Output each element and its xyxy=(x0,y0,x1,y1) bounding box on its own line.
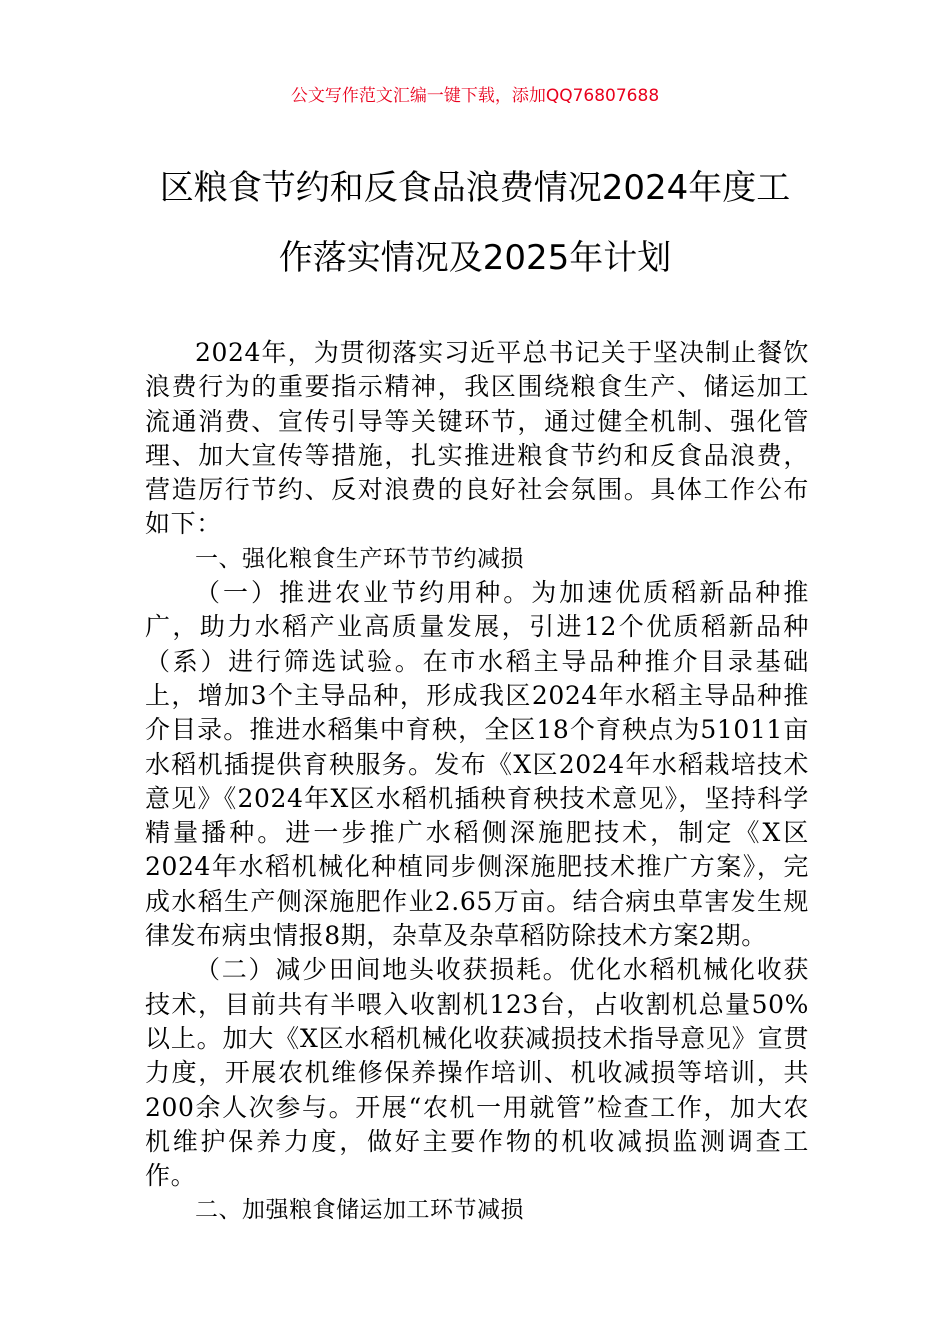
document-body xyxy=(145,336,809,1228)
document-title-line-1: 区粮食节约和反食品浪费情况2024年度工 xyxy=(159,168,791,208)
section-1-heading: 一、强化粮食生产环节节约减损 xyxy=(195,545,524,572)
watermark-banner: 公文写作范文汇编一键下载，添加QQ76807688 xyxy=(290,86,660,106)
document-title-line-2: 作落实情况及2025年计划 xyxy=(278,238,672,278)
section-1-item-1-paragraph: （一）推进农业节约用种。为加速优质稻新品种推广，助力水稻产业高质量发展，引进12个优质稻新品种（系）进行筛选试验。在市水稻主导品种推介目录基础上，增加3个主导品种，形成我区2024年水稻主导品种推介目录。推进水稻集中育秧，全区18个育秧点为51011亩水稻机插提供育秧服务。发布《X区2024年水稻栽培技术意见》《2024年X区水稻机插秧育秧技术意见》，坚持科学精量播种。进一步推广水稻侧深施肥技术，制定《X区2024年水稻机械化种植同步侧深施肥技术推广方案》，完成水稻生产侧深施肥作业2.65万亩。结合病虫草害发生规律发布病虫情报8期，杂草及杂草稻防除技术方案2期。 xyxy=(145,578,809,951)
document-title xyxy=(140,153,810,293)
section-1-item-2-paragraph: （二）减少田间地头收获损耗。优化水稻机械化收获技术，目前共有半喂入收割机123台，占收割机总量50%以上。加大《X区水稻机械化收获减损技术指导意见》宣贯力度，开展农机维修保养操作培训、机收减损等培训，共200余人次参与。开展“农机一用就管”检查工作，加大农机维护保养力度，做好主要作物的机收减损监测调查工作。 xyxy=(145,955,809,1191)
section-2-heading: 二、加强粮食储运加工环节减损 xyxy=(195,1197,524,1224)
intro-paragraph: 2024年，为贯彻落实习近平总书记关于坚决制止餐饮浪费行为的重要指示精神，我区围绕粮食生产、储运加工流通消费、宣传引导等关键环节，通过健全机制、强化管理、加大宣传等措施，扎实推进粮食节约和反食品浪费，营造厉行节约、反对浪费的良好社会氛围。具体工作公布如下： xyxy=(145,338,809,539)
